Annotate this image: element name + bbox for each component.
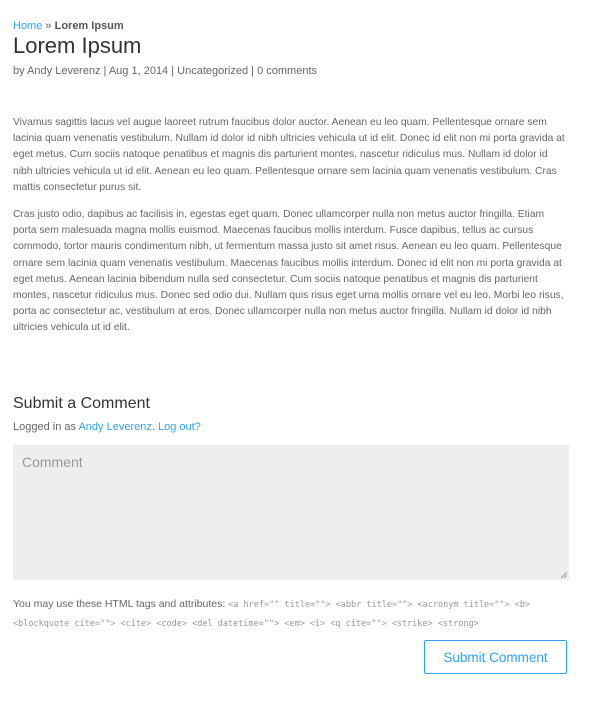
- breadcrumb-current: Lorem Ipsum: [54, 20, 124, 32]
- post-meta: [13, 65, 317, 77]
- post-paragraph: Cras justo odio, dapibus ac facilisis in, egestas eget quam. Donec ullamcorper nulla non metus auctor fringilla. Etiam porta sem malesuada magna mollis euismod. Maecenas faucibus mollis interdum. Fusce dapibus, tellus ac cursus commodo, tortor mauris condimentum nibh, ut fermentum massa justo sit amet risus. Aenean eu leo quam. Pellentesque ornare sem lacinia quam venenatis vestibulum. Maecenas faucibus mollis interdum. Donec id elit non mi porta gravida at eget metus. Aenean lacinia bibendum nulla sed consectetur. Cum sociis natoque penatibus et magnis dis parturient montes, nascetur ridiculus mus. Donec sed odio dui. Nullam quis risus eget urna mollis ornare vel eu leo. Morbi leo risus, porta ac consectetur ac, vestibulum at eros. Donec ullamcorper nulla non metus auctor fringilla. Nullam id dolor id nibh ultricies vehicula ut id elit.: [13, 209, 564, 334]
- meta-separator: |: [251, 65, 255, 77]
- comment-section-title: Submit a Comment: [13, 395, 150, 412]
- comment-textarea[interactable]: [13, 445, 569, 580]
- comment-placeholder: Comment: [22, 454, 83, 470]
- logged-in-line: Logged in as Andy Leverenz. Log out?: [13, 421, 201, 433]
- logout-link[interactable]: Log out?: [157, 421, 201, 433]
- resize-handle-icon[interactable]: [560, 571, 567, 578]
- allowed-tags-note: [13, 595, 573, 633]
- meta-separator: |: [171, 65, 175, 77]
- meta-author-link[interactable]: Andy Leverenz: [27, 65, 101, 77]
- meta-by: by: [13, 65, 25, 77]
- post-content: [13, 115, 569, 348]
- submit-comment-button[interactable]: Submit Comment: [424, 640, 567, 674]
- breadcrumb: [13, 20, 124, 32]
- meta-category-link[interactable]: Uncategorized: [177, 65, 249, 77]
- breadcrumb-home-link[interactable]: Home: [13, 20, 43, 32]
- logged-in-prefix: Logged in as: [13, 421, 76, 433]
- logged-in-user-link[interactable]: Andy Leverenz: [78, 421, 152, 433]
- allowed-tags-list: <a href="" title=""> <abbr title=""> <acronym title=""> <b> <blockquote cite=""> <cite> <code> <del datetime=""> <em> <i> <q cite=""> <strike> <strong>: [13, 600, 531, 629]
- allowed-tags-label: You may use these HTML tags and attributes:: [13, 598, 226, 610]
- meta-separator: |: [103, 65, 107, 77]
- breadcrumb-separator: »: [45, 20, 52, 32]
- post-paragraph: Vivamus sagittis lacus vel augue laoreet rutrum faucibus dolor auctor. Aenean eu leo quam. Pellentesque ornare sem lacinia quam venenatis vestibulum. Nullam id dolor id nibh ultricies vehicula ut id elit. Donec id elit non mi porta gravida at eget metus. Cum sociis natoque penatibus et magnis dis parturient montes, nascetur ridiculus mus. Nullam id dolor id nibh ultricies vehicula ut id elit. Aenean eu leo quam. Pellentesque ornare sem lacinia quam venenatis vestibulum. Cras mattis consectetur purus sit.: [13, 117, 565, 193]
- meta-date: Aug 1, 2014: [108, 65, 169, 77]
- post-title: Lorem Ipsum: [13, 33, 142, 58]
- meta-comments-link[interactable]: 0 comments: [257, 65, 318, 77]
